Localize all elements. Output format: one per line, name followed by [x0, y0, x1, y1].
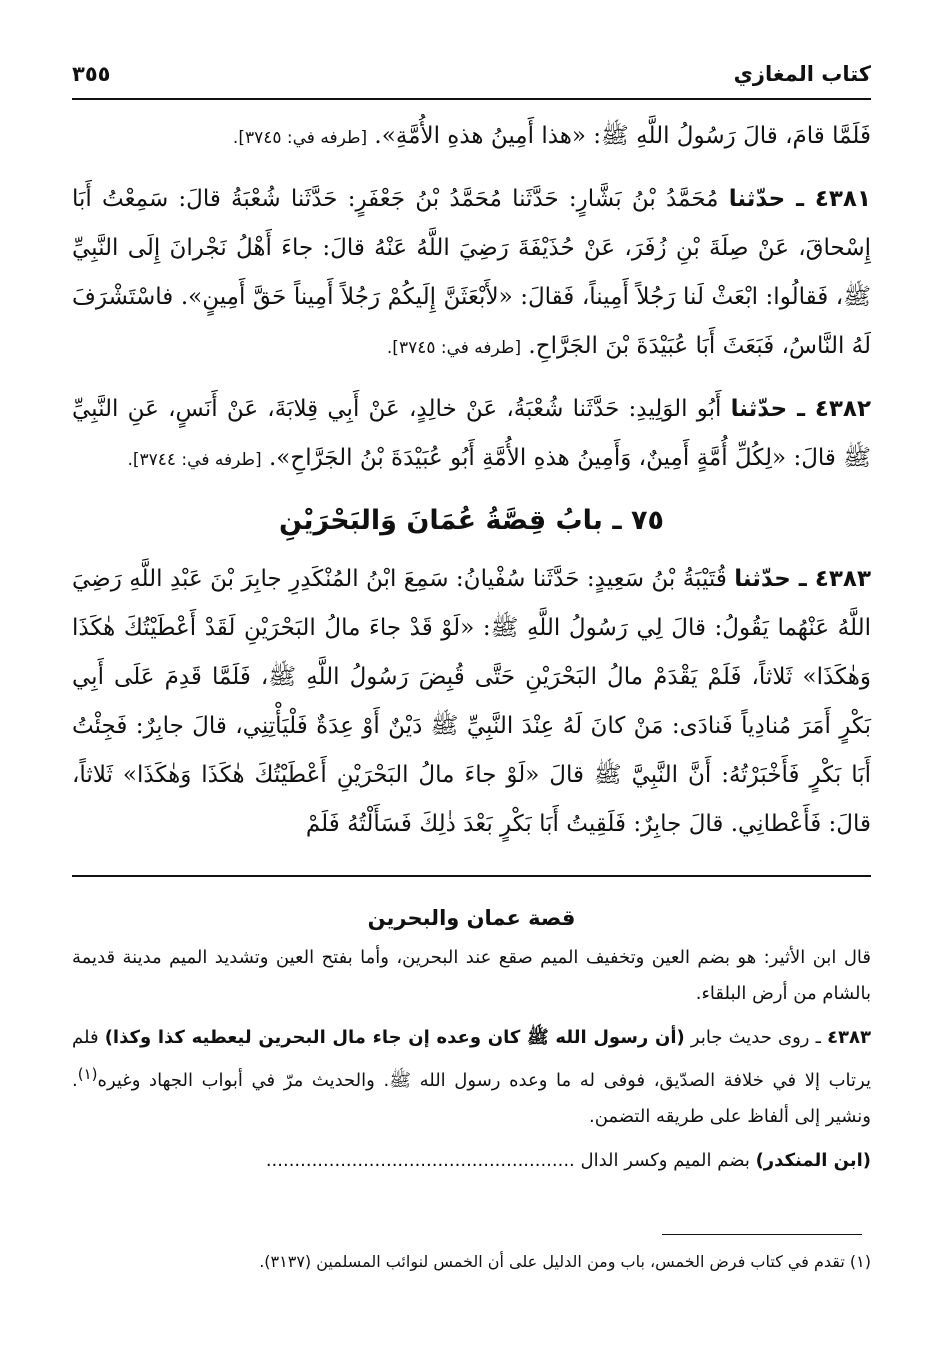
commentary-paragraph	[72, 1020, 871, 1135]
commentary-title: قصة عمان والبحرين	[367, 906, 576, 930]
page-number: ٣٥٥	[72, 62, 111, 86]
quoted-text: (أن رسول الله ﷺ كان وعده إن جاء مال البحرين ليعطيه كذا وكذا)	[104, 1027, 685, 1048]
commentary-text: فلم يرتاب إلا في خلافة الصدّيق، فوفى له ما وعده رسول الله ﷺ. والحديث مرّ في أبواب الجهاد وغيره	[72, 1027, 871, 1091]
paragraph-text: قُتَيْبَةُ بْنُ سَعِيدٍ: حَدَّثَنا سُفْيانُ: سَمِعَ ابْنُ المُنْكَدِرِ جابِرَ بْنَ عَبْدِ اللَّهِ رَضِيَ اللَّهُ عَنْهُما يَقُولُ: قالَ لِي رَسُولُ اللَّهِ ﷺ: «لَوْ قَدْ جاءَ مالُ البَحْرَيْنِ لَقَدْ أَعْطَيْتُكَ هٰكَذَا وَهٰكَذَا» ثَلاثاً، فَلَمْ يَقْدَمْ مالُ البَحْرَيْنِ حَتَّى قُبِضَ رَسُولُ اللَّهِ ﷺ، فَلَمَّا قَدِمَ عَلَى أَبِي بَكْرٍ أَمَرَ مُنادِياً فَنادَى: مَنْ كانَ لَهُ عِنْدَ النَّبِيِّ ﷺ دَيْنٌ أَوْ عِدَةٌ فَلْيَأْتِنِي، قالَ جابِرٌ: فَجِئْتُ أَبَا بَكْرٍ فَأَخْبَرْتُهُ: أَنَّ النَّبِيَّ ﷺ قالَ «لَوْ جاءَ مالُ البَحْرَيْنِ أَعْطَيْتُكَ هٰكَذَا وَهٰكَذَا» ثَلاثاً، قالَ: فَأَعْطانِي. قالَ جابِرٌ: فَلَقِيتُ أَبَا بَكْرٍ بَعْدَ ذٰلِكَ فَسَأَلْتُهُ فَلَمْ	[72, 566, 872, 837]
hadith-number: ٤٣٨١ ـ حدّثنا	[728, 186, 871, 212]
hadith-4382	[72, 385, 871, 485]
hadith-4383	[72, 555, 871, 849]
paragraph-text: فَلَمَّا قامَ، قالَ رَسُولُ اللَّهِ ﷺ: «هذا أَمِينُ هذهِ الأُمَّةِ».	[367, 123, 871, 149]
cross-reference: [طرفه في: ٣٧٤٤].	[127, 450, 262, 470]
hadith-4381	[72, 175, 871, 373]
hadith-number: ٤٣٨٢ ـ حدّثنا	[730, 396, 871, 422]
page-header	[72, 58, 871, 100]
continuation-dots: ......................................................	[265, 1150, 581, 1171]
commentary-paragraph	[72, 1143, 871, 1179]
main-text	[72, 112, 871, 861]
chapter-title: ٧٥ ـ بابُ قِصَّةُ عُمَانَ وَالبَحْرَيْنِ	[279, 505, 664, 536]
running-title: كتاب المغازي	[733, 62, 871, 86]
glossed-term: (ابن المنكدر)	[755, 1150, 871, 1171]
commentary-text: . ونشير إلى ألفاظ على طريقه التضمن.	[72, 1070, 871, 1127]
footnote-marker: (١)	[77, 1065, 98, 1083]
footnote-divider	[662, 1234, 862, 1235]
commentary-text: ـ روى حديث جابر	[684, 1027, 828, 1048]
cross-reference: [طرفه في: ٣٧٤٥].	[232, 128, 368, 148]
hadith-continuation	[72, 112, 871, 163]
commentary-section	[72, 898, 871, 1187]
commentary-paragraph: قال ابن الأثير: هو بضم العين وتخفيف الميم صقع عند البحرين، وأما بفتح العين وتشديد الميم مدينة قديمة بالشام من أرض البلقاء.	[72, 947, 871, 1004]
paragraph-text: أَبُو الوَلِيدِ: حَدَّثَنا شُعْبَةُ، عَنْ خالِدٍ، عَنْ أَبِي قِلابَةَ، عَنْ أَنَسٍ، عَنِ النَّبِيِّ ﷺ قالَ: «لِكُلِّ أُمَّةٍ أَمِينٌ، وَأَمِينُ هذهِ الأُمَّةِ أَبُو عُبَيْدَةَ بْنُ الجَرَّاحِ».	[72, 396, 871, 471]
footnote: (١) تقدم في كتاب فرض الخمس، باب ومن الدليل على أن الخمس لنوائب المسلمين (٣١٣٧).	[259, 1252, 871, 1271]
hadith-number: ٤٣٨٣ ـ حدّثنا	[734, 566, 871, 592]
paragraph-text: مُحَمَّدُ بْنُ بَشَّارٍ: حَدَّثَنا مُحَمَّدُ بْنُ جَعْفَرٍ: حَدَّثَنا شُعْبَةُ قالَ: سَمِعْتُ أَبَا إِسْحاقَ، عَنْ صِلَةَ بْنِ زُفَرَ، عَنْ حُذَيْفَةَ رَضِيَ اللَّهُ عَنْهُ قالَ: جاءَ أَهْلُ نَجْرانَ إِلَى النَّبِيِّ ﷺ، فَقالُوا: ابْعَثْ لَنا رَجُلاً أَمِيناً، فَقالَ: «لأَبْعَثَنَّ إِلَيكُمْ رَجُلاً أَمِيناً حَقَّ أَمِينٍ». فاسْتَشْرَفَ لَهُ النَّاسُ، فَبَعَثَ أَبَا عُبَيْدَةَ بْنَ الجَرَّاحِ.	[72, 186, 871, 359]
cross-reference: [طرفه في: ٣٧٤٥].	[386, 338, 522, 358]
hadith-number: ٤٣٨٣	[827, 1027, 872, 1048]
commentary-text: بضم الميم وكسر الدال	[580, 1150, 756, 1171]
commentary-divider	[72, 875, 871, 877]
